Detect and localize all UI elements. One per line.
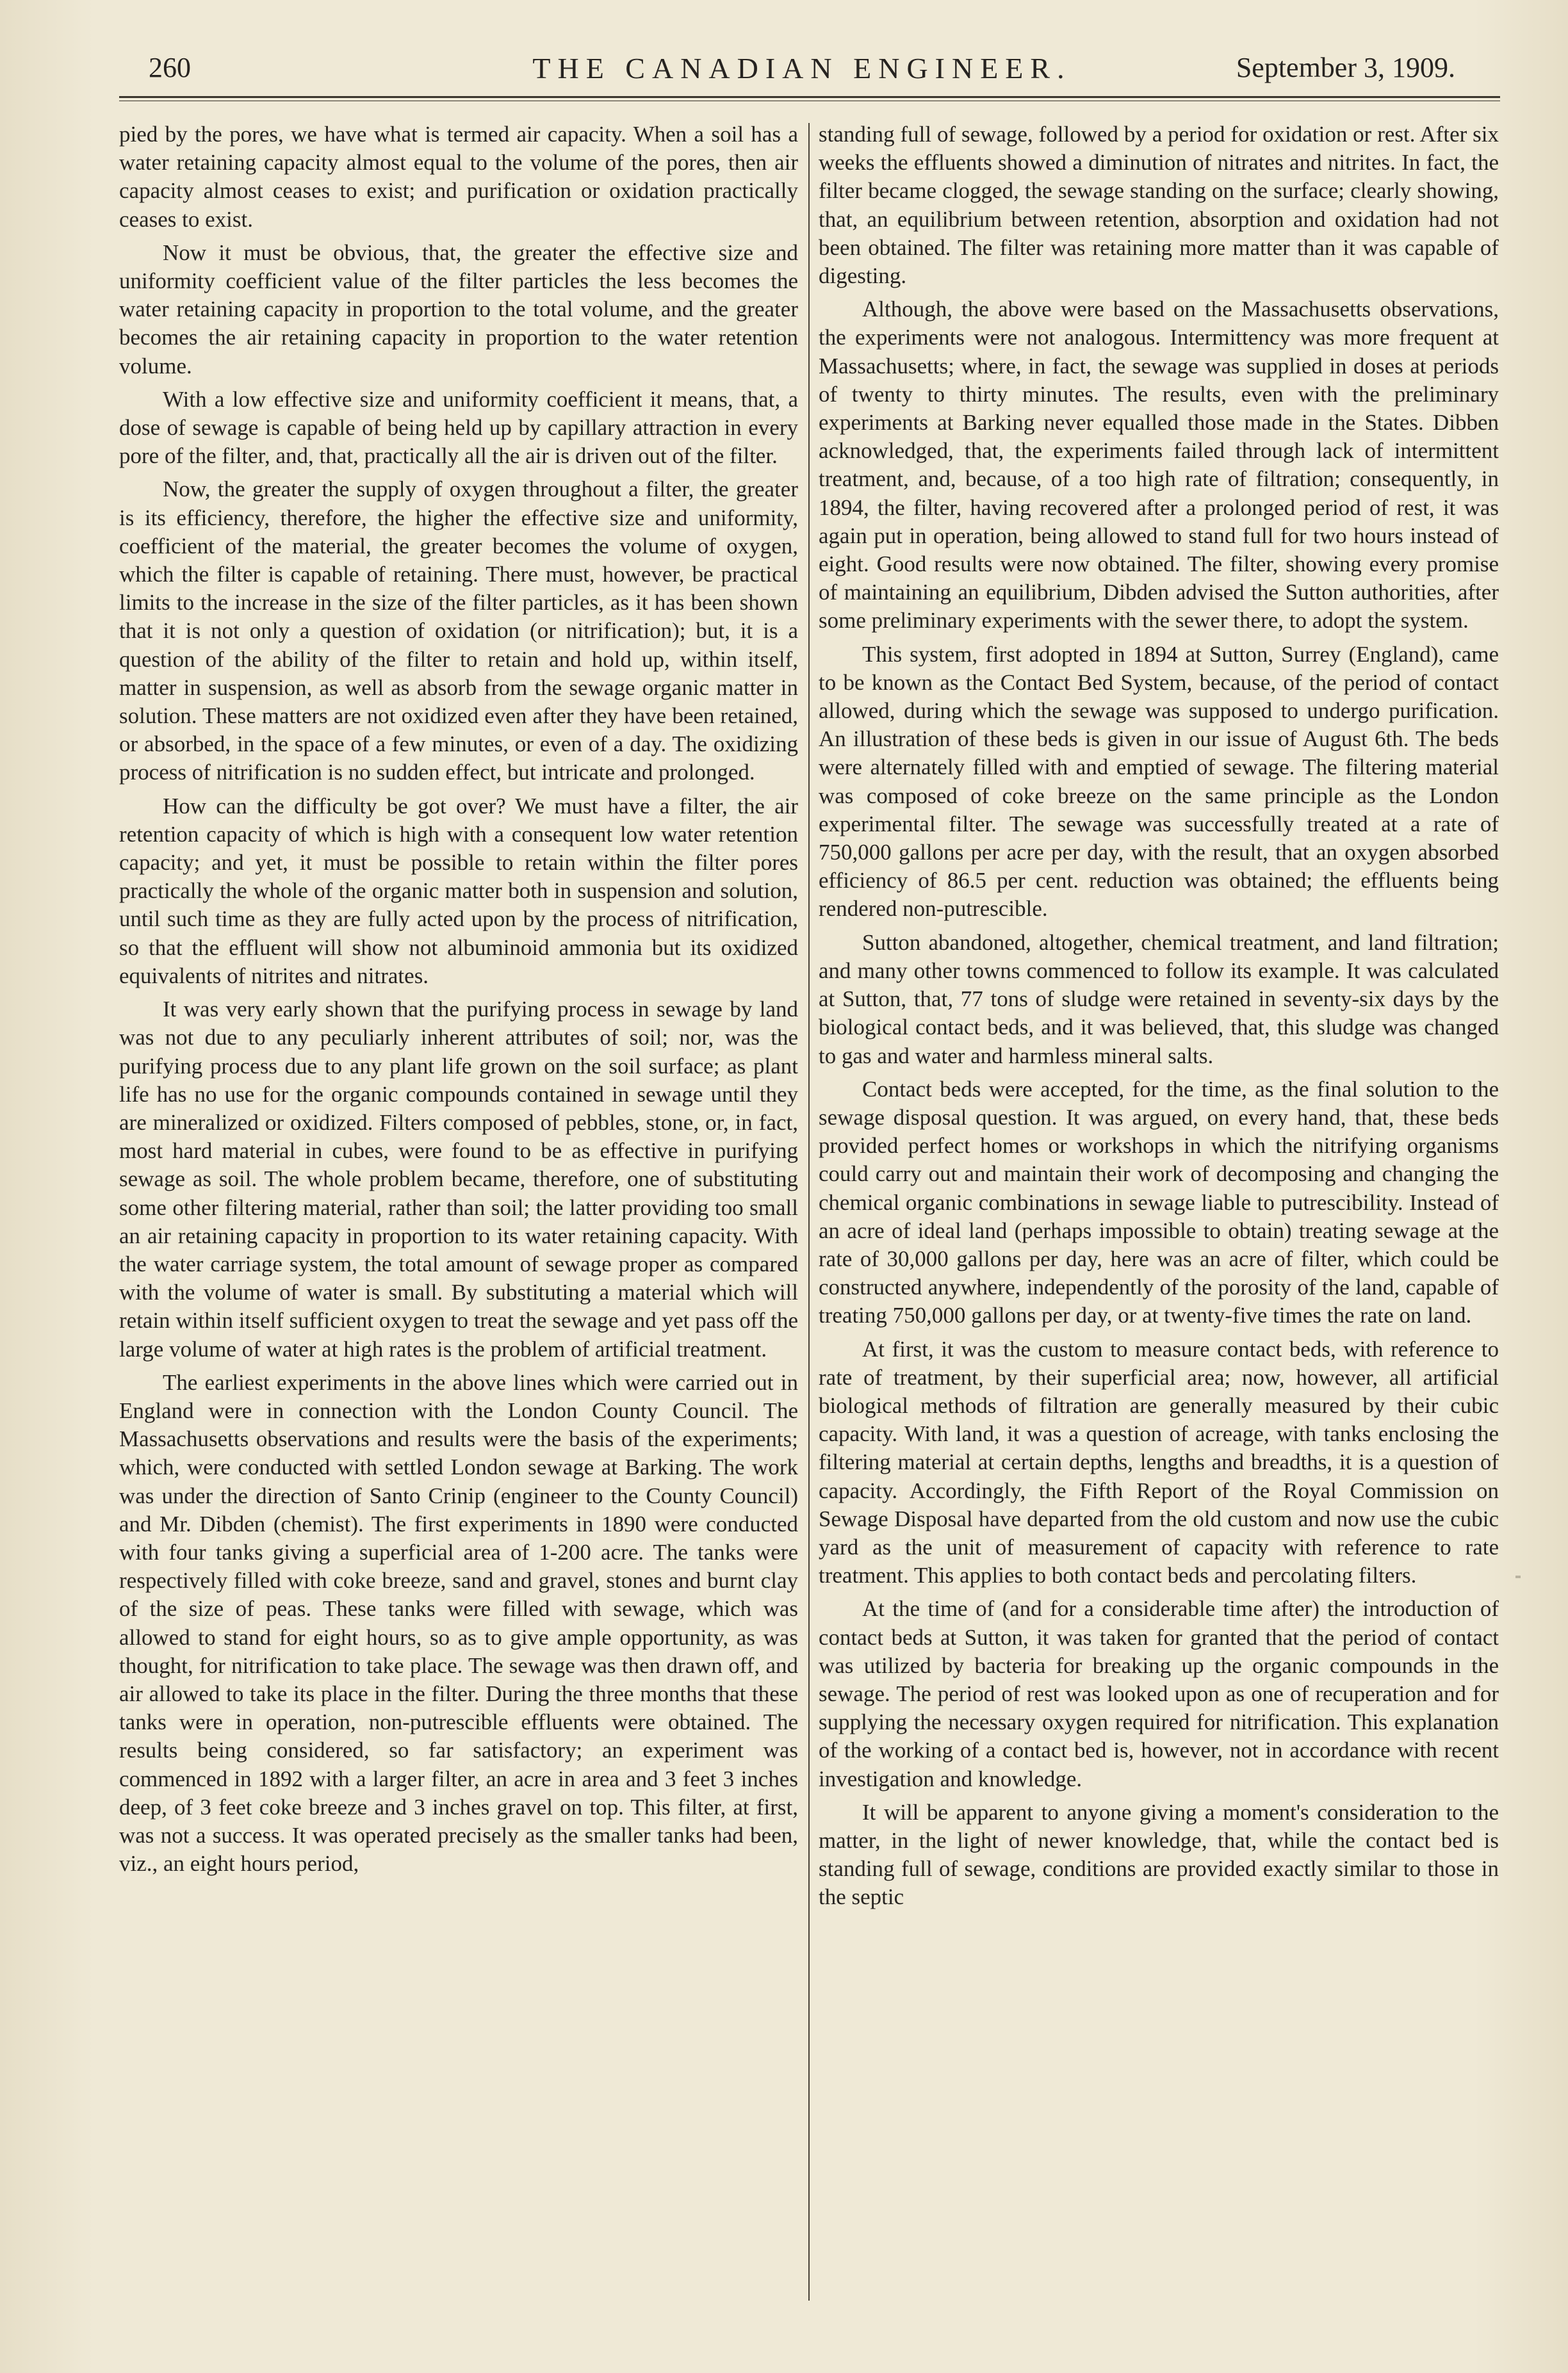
issue-date: September 3, 1909.	[1236, 52, 1455, 83]
page-number: 260	[149, 52, 191, 83]
masthead-title: THE CANADIAN ENGINEER.	[532, 52, 1072, 85]
right-column	[819, 120, 1499, 1917]
paragraph: standing full of sewage, followed by a period for oxidation or rest. After six weeks the effluents showed a diminution of nitrates and nitrites. In fact, the filter became clogged, the sewage standing on the surface; clearly showing, that, an equilibrium between retention, absorption and oxidation had not been obtained. The filter was retaining more matter than it was capable of digesting.	[819, 122, 1499, 289]
paragraph: pied by the pores, we have what is termed air capacity. When a soil has a water retaining capacity almost equal to the volume of the pores, then air capacity almost ceases to exist; and purification or oxidation practically ceases to exist.	[119, 122, 798, 232]
paragraph: It was very early shown that the purifying process in sewage by land was not due to any peculiarly inherent attributes of soil; nor, was the purifying process due to any plant life grown on the soil surface; as plant life has no use for the organic compounds contained in sewage until they are mineralized or oxidized. Filters composed of pebbles, stone, or, in fact, most hard material in cubes, were found to be as effective in purifying sewage as soil. The whole problem became, therefore, one of substituting some other filtering material, rather than soil; the latter providing too small an air retaining capacity in proportion to its water retaining capacity. With the water carriage system, the total amount of sewage proper as compared with the volume of water is small. By substituting a material which will retain within itself sufficient oxygen to treat the sewage and yet pass off the large volume of water at high rates is the problem of artificial treatment.	[119, 997, 798, 1362]
paragraph: Now it must be obvious, that, the greater the effective size and uniformity coefficient value of the filter particles the less becomes the water retaining capacity in proportion to the total volume, and the greater becomes the air retaining capacity in proportion to the water retention volume.	[119, 240, 798, 379]
paragraph: Sutton abandoned, altogether, chemical treatment, and land filtration; and many other towns commenced to follow its example. It was calculated at Sutton, that, 77 tons of sludge were retained in seventy-six days by the biological contact beds, and it was believed, that, this sludge was changed to gas and water and harmless mineral salts.	[819, 929, 1499, 1068]
page-header	[149, 51, 1455, 96]
paragraph: At first, it was the custom to measure contact beds, with reference to rate of treatment, by their superficial area; now, however, all artificial biological methods of filtration are generally measured by their cubic capacity. With land, it was a question of acreage, with tanks enclosing the filtering material at certain depths, lengths and breadths, it is a question of capacity. Accordingly, the Fifth Report of the Royal Commission on Sewage Disposal have departed from the old custom and now use the cubic yard as the unit of measurement of capacity with reference to rate treatment. This applies to both contact beds and percolating filters.	[819, 1336, 1499, 1588]
paragraph: Although, the above were based on the Massachusetts observations, the experiments were not analogous. Intermittency was more frequent at Massachusetts; where, in fact, the sewage was supplied in doses at periods of twenty to thirty minutes. The results, even with the preliminary experiments at Barking never equalled those made in the States. Dibben acknowledged, that, the experiments failed through lack of intermittent treatment, and, because, of a too high rate of filtration; consequently, in 1894, the filter, having recovered after a prolonged period of rest, it was again put in operation, being allowed to stand full for two hours instead of eight. Good results were now obtained. The filter, showing every promise of maintaining an equilibrium, Dibden advised the Sutton authorities, after some preliminary experiments with the sewer there, to adopt the system.	[819, 297, 1499, 633]
paragraph: This system, first adopted in 1894 at Sutton, Surrey (England), came to be known as the Contact Bed System, because, of the period of contact allowed, during which the sewage was supposed to undergo purification. An illustration of these beds is given in our issue of August 6th. The beds were alternately filled with and emptied of sewage. The filtering material was composed of coke breeze on the same principle as the London experimental filter. The sewage was successfully treated at a rate of 750,000 gallons per acre per day, with the result, that an oxygen absorbed efficiency of 86.5 per cent. reduction was obtained; the effluents being rendered non-putrescible.	[819, 641, 1499, 922]
header-rule	[119, 96, 1500, 98]
paragraph: The earliest experiments in the above lines which were carried out in England were in connection with the London County Council. The Massachusetts observations and results were the basis of the experiments; which, were conducted with settled London sewage at Barking. The work was under the direction of Santo Crinip (engineer to the County Council) and Mr. Dibden (chemist). The first experiments in 1890 were conducted with four tanks giving a superficial area of 1-200 acre. The tanks were respectively filled with coke breeze, sand and gravel, stones and burnt clay of the size of peas. These tanks were filled with sewage, which was allowed to stand for eight hours, so as to give ample opportunity, as was thought, for nitrification to take place. The sewage was then drawn off, and air allowed to take its place in the filter. During the three months that these tanks were in operation, non-putrescible effluents were obtained. The results being considered, so far satisfactory; an experiment was commenced in 1892 with a larger filter, an acre in area and 3 feet 3 inches deep, of 3 feet coke breeze and 3 inches gravel on top. This filter, at first, was not a success. It was operated precisely as the smaller tanks had been, viz., an eight hours period,	[119, 1369, 798, 1877]
paragraph: With a low effective size and uniformity coefficient it means, that, a dose of sewage is capable of being held up by capillary attraction in every pore of the filter, and, that, practically all the air is driven out of the filter.	[119, 386, 798, 469]
paragraph: It will be apparent to anyone giving a moment's consideration to the matter, in the light of newer knowledge, that, while the contact bed is standing full of sewage, conditions are provided exactly similar to those in the septic	[819, 1799, 1499, 1910]
left-column	[119, 120, 798, 1883]
paragraph: Contact beds were accepted, for the time, as the final solution to the sewage disposal question. It was argued, on every hand, that, these beds provided perfect homes or workshops in which the nitrifying organisms could carry out and maintain their work of decomposing and changing the chemical organic combinations in sewage liable to putrescibility. Instead of an acre of ideal land (perhaps impossible to obtain) treating sewage at the rate of 30,000 gallons per day, here was an acre of filter, which could be constructed anywhere, independently of the porosity of the land, capable of treating 750,000 gallons per day, or at twenty-five times the rate on land.	[819, 1076, 1499, 1328]
margin-mark	[1515, 1576, 1521, 1578]
paragraph: At the time of (and for a considerable time after) the introduction of contact beds at Sutton, it was taken for granted that the period of contact was utilized by bacteria for breaking up the organic compounds in the sewage. The period of rest was looked upon as one of recuperation and for supplying the necessary oxygen required for nitrification. This explanation of the working of a contact bed is, however, not in accordance with recent investigation and knowledge.	[819, 1596, 1499, 1791]
paragraph: How can the difficulty be got over? We must have a filter, the air retention capacity of which is high with a consequent low water retention capacity; and yet, it must be possible to retain within the filter pores practically the whole of the organic matter both in suspension and solution, until such time as they are fully acted upon by the process of nitrification, so that the effluent will show not albuminoid ammonia but its oxidized equivalents of nitrites and nitrates.	[119, 793, 798, 988]
column-divider	[808, 123, 810, 2301]
paragraph: Now, the greater the supply of oxygen throughout a filter, the greater is its efficiency, therefore, the higher the effective size and uniformity, coefficient of the material, the greater becomes the volume of oxygen, which the filter is capable of retaining. There must, however, be practical limits to the increase in the size of the filter particles, as it has been shown that it is not only a question of oxidation (or nitrification); but, it is a question of the ability of the filter to retain and hold up, within itself, matter in suspension, as well as absorb from the sewage organic matter in solution. These matters are not oxidized even after they have been retained, or absorbed, in the space of a few minutes, or even of a day. The oxidizing process of nitrification is no sudden effect, but intricate and prolonged.	[119, 477, 798, 785]
